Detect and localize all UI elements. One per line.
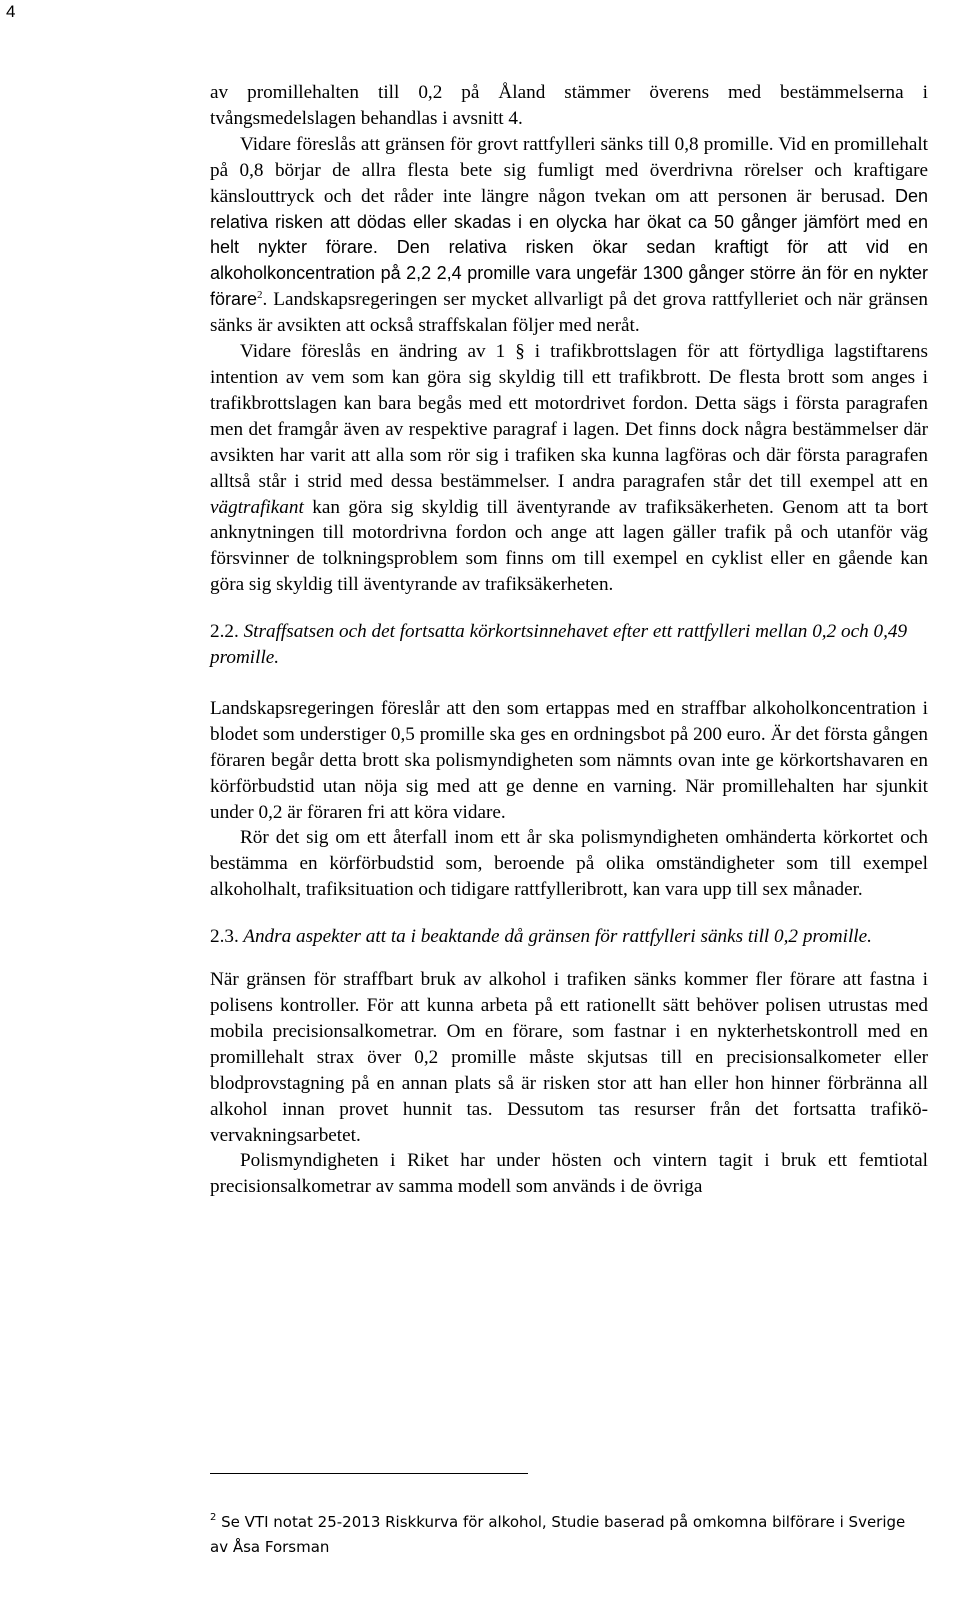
section-sign: §: [515, 341, 525, 363]
footnote-text: Se VTI notat 25-2013 Riskkurva för alkohol, Studie baserad på omkomna bilförare i Sverige av Åsa Forsman: [210, 1513, 906, 1556]
paragraph: Rör det sig om ett återfall inom ett år ska polismyndigheten omhänderta körkortet och bestämma en körförbudstid som, beroende på olika omständigheter som till exempel alkoholhalt, trafiksituation och tidigare rattfylleribrott, kan vara upp till sex månader.: [210, 827, 928, 901]
footnote-reference[interactable]: 2: [257, 289, 263, 302]
section-heading-2-3: 2.3. Andra aspekter att ta i beaktande då gränsen för rattfylleri sänks till 0,2 promille.: [210, 926, 872, 948]
paragraph: Landskapsregeringen föreslår att den som ertappas med en straffbar alkoholkoncentration i blodet som understiger 0,5 promille ska ges en ordningsbot på 200 euro. Är det första gången föraren begår detta brott ska polismyndigheten som nämnts ovan inte ge körkortshavaren en körförbudstid utan nöja sig med att ge denne en varning. När promillehalten har sjunkit under 0,2 är föraren fri att köra vidare.: [210, 697, 928, 823]
paragraph: av promillehalten till 0,2 på Åland stämmer överens med bestämmelserna i tvångsmedelslagen behandlas i avsnitt 4.: [210, 82, 928, 129]
footnote-marker: 2: [210, 1512, 217, 1523]
paragraph: Vidare föreslås att gränsen för grovt rattfylleri sänks till 0,8 promille. Vid en promillehalt på 0,8 börjar de allra flesta bete sig fumligt med överdrivna rörelser och kraftigare känslouttryck och det råder inte längre någon tvekan om att personen är berusad. Den relativa risken att dödas eller skadas i en olycka har ökat ca 50 gånger jämfört med en helt nykter förare. Den relativa risken ökar sedan kraftigt för att vid en alkoholkoncentration på 2,2 2,4 promille vara ungefär 1300 gånger större än för en nykter förare$^2$. Landskapsregeringen ser mycket allvarligt på det grova rattfylleriet och när gränsen sänks är avsikten att också straffskalan följer med neråt.: [210, 133, 928, 337]
paragraph: Polismyndigheten i Riket har under hösten och vintern tagit i bruk ett femtiotal precisionsalkometrar av samma modell som används i de övriga: [210, 1150, 928, 1198]
page-number: 4: [6, 2, 16, 21]
document-body: [210, 80, 928, 1200]
footnote: [210, 1510, 928, 1560]
paragraph: Vidare föreslås en ändring av 1 § i trafikbrottslagen för att förtydliga lagstiftarens intention av vem som kan göra sig skyldig till ett trafikbrott. De flesta brott som anges i trafikbrottslagen kan bara begås med ett motordrivet fordon. Detta sägs i första paragrafen men det framgår även av respektive paragraf i lagen. Det finns dock några bestämmelser där avsikten har varit att alla som rör sig i trafiken ska kunna lagföras och där första paragrafen alltså står i strid med dessa bestämmelser. I andra paragrafen står det till exempel att en vägtrafikant kan göra sig skyldig till äventyrande av trafiksäkerheten. Genom att ta bort anknytningen till motordrivna fordon och ange att lagen gäller trafik på och utanför väg försvinner de tolkningsproblem som finns om till exempel en cyklist eller en gående kan göra sig skyldig till äventyrande av trafiksäkerheten.: [210, 341, 928, 596]
section-heading-2-2: 2.2. Straffsatsen och det fortsatta körkortsinnehavet efter ett rattfylleri mellan 0,2 och 0,49 promille.: [210, 621, 908, 669]
footnote-separator: [210, 1473, 528, 1474]
paragraph: När gränsen för straffbart bruk av alkohol i trafiken sänks kommer fler förare att fastna i polisens kontroller. För att kunna arbeta på ett rationellt sätt behöver polisen utrustas med mobila precisionsalkometrar. Om en förare, som fastnar i en nykterhetskontroll med en promillehalt strax över 0,2 promille måste skjutsas till en precisionsalkometer eller blodprovstagning på en annan plats så är risken stor att han eller hon hinner förbränna all alkohol innan provet hunnit tas. Dessutom tas resurser från det fortsatta trafikövervakningsarbetet.: [210, 969, 928, 1146]
